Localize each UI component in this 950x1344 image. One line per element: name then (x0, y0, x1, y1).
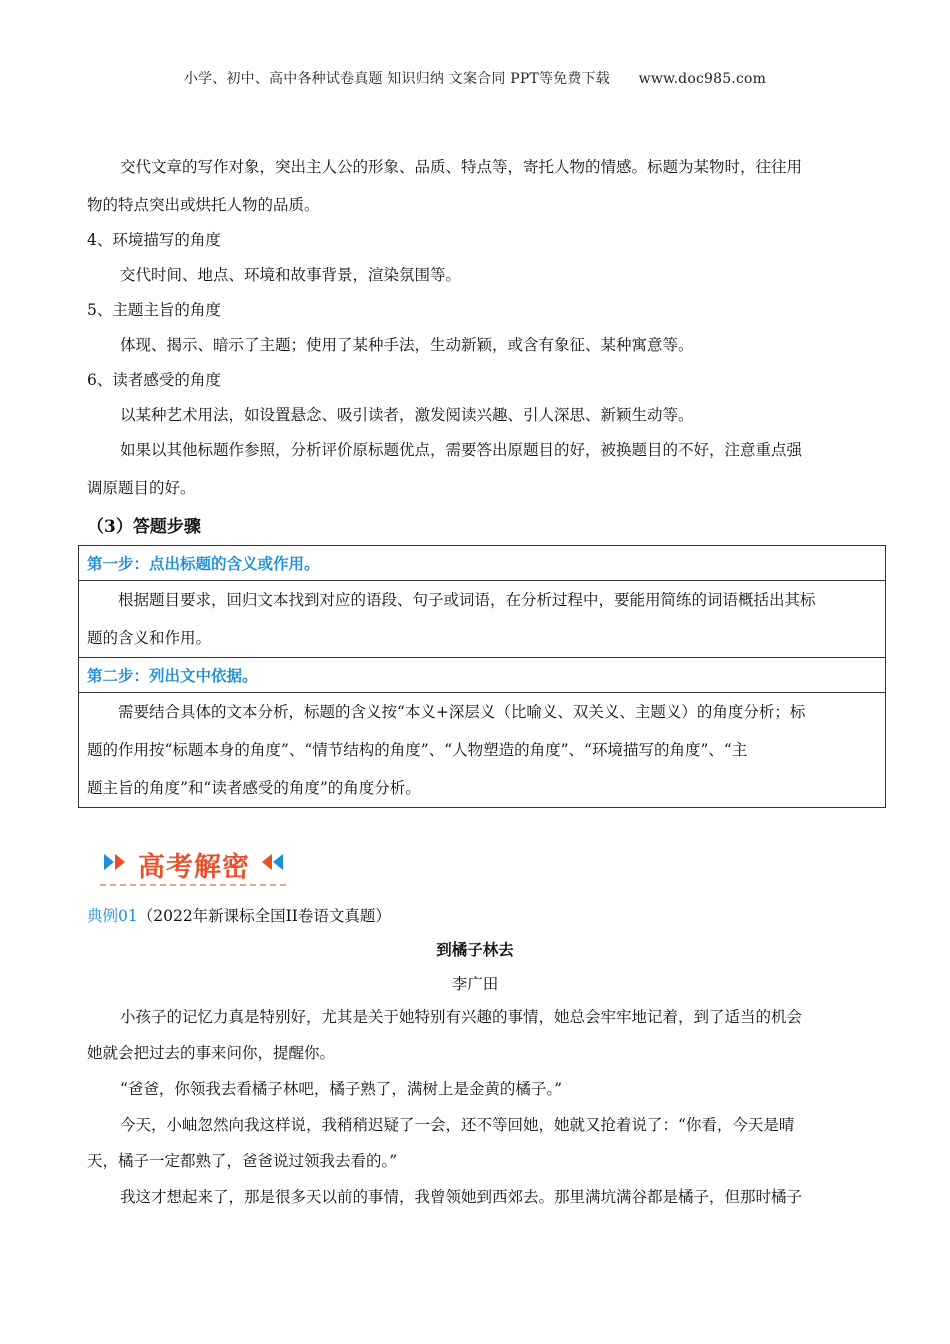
header-text: 小学、初中、高中各种试卷真题 知识归纳 文案合同 PPT等免费下载 (183, 71, 610, 87)
angle-heading-4: 4、环境描写的角度 (87, 231, 221, 249)
step-1-head: 第一步：点出标题的含义或作用。 (79, 546, 886, 581)
header-url[interactable]: www.doc985.com (638, 71, 767, 87)
banner-title: 高考解密 (138, 852, 250, 883)
step-1-line-2: 题的含义和作用。 (87, 629, 212, 647)
angle-heading-6: 6、读者感受的角度 (87, 371, 221, 389)
compare-line-1: 如果以其他标题作参照，分析评价原标题优点，需要答出原题目的好，被换题目的不好，注意重点强 (120, 441, 803, 459)
intro-line-2: 物的特点突出或烘托人物的品质。 (87, 196, 320, 214)
steps-table (78, 545, 886, 808)
article-author: 李广田 (451, 975, 499, 993)
step-1-line-1: 根据题目要求，回归文本找到对应的语段、句子或词语，在分析过程中，要能用简练的词语概括出其标 (118, 591, 816, 609)
step-2-line-2: 题的作用按“标题本身的角度”、“情节结构的角度”、“人物塑造的角度”、“环境描写的角度”、“主 (87, 741, 748, 759)
double-chevron-left-icon (262, 854, 283, 870)
angle-body-6: 以某种艺术用法，如设置悬念、吸引读者，激发阅读兴趣、引人深思、新颖生动等。 (120, 406, 694, 424)
angle-heading-5: 5、主题主旨的角度 (87, 301, 221, 319)
article-line-1: 小孩子的记忆力真是特别好，尤其是关于她特别有兴趣的事情，她总会牢牢地记着，到了适当的机会 (120, 1008, 803, 1026)
step-2-line-1: 需要结合具体的文本分析，标题的含义按“本义+深层义（比喻义、双关义、主题义）的角度分析；标 (118, 703, 806, 721)
step-2-head: 第二步：列出文中依据。 (79, 658, 886, 693)
step-2-body (79, 693, 886, 808)
intro-line-1: 交代文章的写作对象，突出主人公的形象、品质、特点等，寄托人物的情感。标题为某物时，往往用 (120, 158, 803, 176)
page-header (0, 68, 950, 88)
article-line-2: 她就会把过去的事来问你，提醒你。 (87, 1044, 336, 1062)
step-1-body (79, 581, 886, 658)
article-line-3: “爸爸，你领我去看橘子林吧，橘子熟了，满树上是金黄的橘子。” (120, 1080, 563, 1098)
banner-divider (100, 884, 286, 886)
article-title: 到橘子林去 (436, 940, 514, 959)
compare-line-2: 调原题目的好。 (87, 479, 196, 497)
step-2-line-3: 题主旨的角度”和“读者感受的角度”的角度分析。 (87, 779, 421, 797)
article-line-6: 我这才想起来了，那是很多天以前的事情，我曾领她到西郊去。那里满坑满谷都是橘子，但那时橘子 (120, 1188, 803, 1206)
example-label (87, 904, 391, 926)
article-line-4: 今天，小岫忽然向我这样说，我稍稍迟疑了一会，还不等回她，她就又抢着说了：“你看，今天是晴 (120, 1116, 795, 1134)
article-line-5: 天，橘子一定都熟了，爸爸说过领我去看的。” (87, 1152, 398, 1170)
angle-body-5: 体现、揭示、暗示了主题；使用了某种手法，生动新颖，或含有象征、某种寓意等。 (120, 336, 694, 354)
steps-title: （3）答题步骤 (87, 517, 201, 537)
example-tag: 典例01 (87, 907, 138, 925)
example-source: （2022年新课标全国II卷语文真题） (137, 907, 391, 925)
angle-body-4: 交代时间、地点、环境和故事背景，渲染氛围等。 (120, 266, 462, 284)
double-chevron-right-icon (104, 854, 125, 870)
